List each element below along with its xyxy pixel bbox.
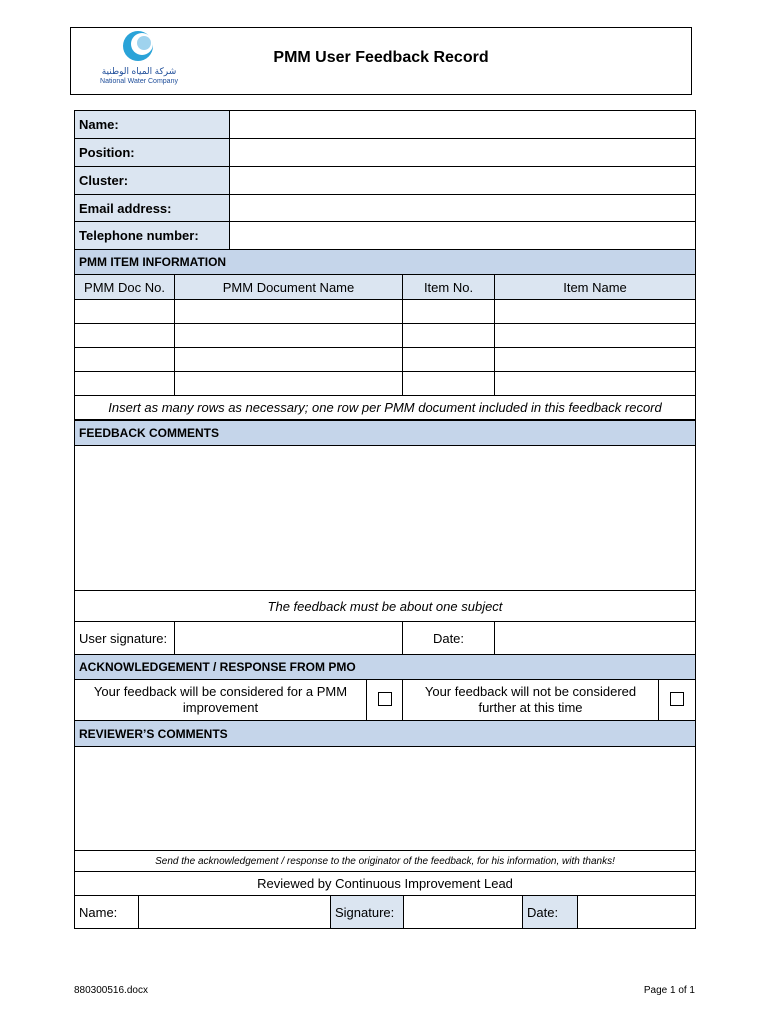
personal-info-table <box>74 110 696 250</box>
table-cell[interactable] <box>75 348 175 372</box>
date-field[interactable] <box>495 622 696 655</box>
reviewer-date-field[interactable] <box>578 896 696 929</box>
reviewer-table <box>74 720 696 896</box>
table-row <box>75 348 696 372</box>
column-header: Item Name <box>495 275 696 300</box>
name-field[interactable] <box>230 111 696 139</box>
table-cell[interactable] <box>175 372 403 396</box>
user-signature-label: User signature: <box>75 622 175 655</box>
table-cell[interactable] <box>403 300 495 324</box>
footer-page-number: Page 1 of 1 <box>643 985 695 996</box>
table-cell[interactable] <box>175 324 403 348</box>
column-header: PMM Document Name <box>175 275 403 300</box>
logo-arabic-text: شركة المياه الوطنية <box>101 66 177 76</box>
position-label: Position: <box>75 139 230 167</box>
reviewer-signature-label: Signature: <box>331 896 404 929</box>
name-label: Name: <box>75 111 230 139</box>
table-row <box>75 300 696 324</box>
email-label: Email address: <box>75 195 230 222</box>
table-cell[interactable] <box>403 372 495 396</box>
telephone-field[interactable] <box>230 222 696 250</box>
pmm-item-section-title: PMM ITEM INFORMATION <box>75 250 696 275</box>
reviewer-date-label: Date: <box>523 896 578 929</box>
table-row <box>75 372 696 396</box>
not-considered-checkbox[interactable] <box>670 692 684 706</box>
table-cell[interactable] <box>175 348 403 372</box>
cluster-field[interactable] <box>230 167 696 195</box>
telephone-label: Telephone number: <box>75 222 230 250</box>
footer-filename: 880300516.docx <box>74 985 148 996</box>
insert-rows-note: Insert as many rows as necessary; one row per PMM document included in this feedback record <box>75 396 696 420</box>
acknowledgement-section-title: ACKNOWLEDGEMENT / RESPONSE FROM PMO <box>75 655 696 680</box>
send-acknowledgement-note: Send the acknowledgement / response to the originator of the feedback, for his information, with thanks! <box>75 851 696 872</box>
considered-checkbox[interactable] <box>378 692 392 706</box>
email-field[interactable] <box>230 195 696 222</box>
table-cell[interactable] <box>495 348 696 372</box>
user-signature-field[interactable] <box>175 622 403 655</box>
one-subject-note: The feedback must be about one subject <box>75 591 696 622</box>
reviewer-signature-table <box>74 895 696 929</box>
document-header <box>70 27 692 95</box>
reviewed-by-label: Reviewed by Continuous Improvement Lead <box>75 872 696 896</box>
feedback-section-title: FEEDBACK COMMENTS <box>75 421 696 446</box>
acknowledgement-table <box>74 654 696 721</box>
feedback-table <box>74 420 696 655</box>
table-cell[interactable] <box>403 324 495 348</box>
table-cell[interactable] <box>403 348 495 372</box>
table-cell[interactable] <box>495 372 696 396</box>
table-cell[interactable] <box>75 300 175 324</box>
option-considered-label: Your feedback will be considered for a PMM improvement <box>75 680 367 721</box>
reviewer-section-title: REVIEWER’S COMMENTS <box>75 721 696 747</box>
table-cell[interactable] <box>495 324 696 348</box>
feedback-comments-field[interactable] <box>75 446 696 591</box>
option-not-considered-label: Your feedback will not be considered further at this time <box>403 680 659 721</box>
table-row <box>75 324 696 348</box>
cluster-label: Cluster: <box>75 167 230 195</box>
page-title: PMM User Feedback Record <box>273 49 489 66</box>
position-field[interactable] <box>230 139 696 167</box>
column-header: PMM Doc No. <box>75 275 175 300</box>
reviewer-name-label: Name: <box>75 896 139 929</box>
reviewer-comments-field[interactable] <box>75 747 696 851</box>
date-label: Date: <box>403 622 495 655</box>
reviewer-signature-field[interactable] <box>404 896 523 929</box>
pmm-item-table <box>74 249 696 420</box>
reviewer-name-field[interactable] <box>139 896 331 929</box>
logo-english-text: National Water Company <box>100 78 178 85</box>
column-header: Item No. <box>403 275 495 300</box>
table-cell[interactable] <box>75 372 175 396</box>
table-cell[interactable] <box>175 300 403 324</box>
water-drop-logo-icon <box>93 30 183 70</box>
table-cell[interactable] <box>75 324 175 348</box>
table-cell[interactable] <box>495 300 696 324</box>
